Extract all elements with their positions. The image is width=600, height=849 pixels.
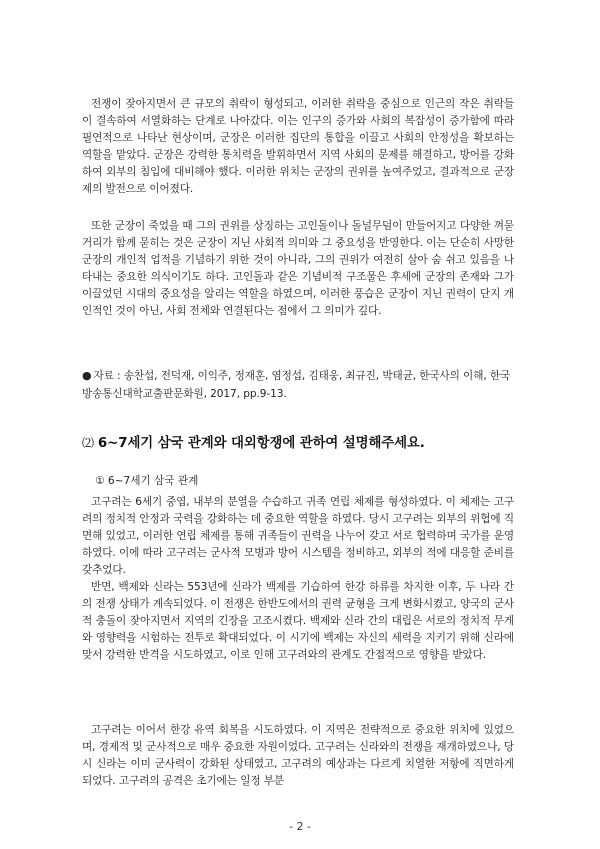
body-paragraph-4: 반면, 백제와 신라는 553년에 신라가 백제를 기습하여 한강 하류를 차지한 이후, 두 나라 간의 전쟁 상태가 계속되었다. 이 전쟁은 한반도에서의 권력 균형을 크게 변화시켰고, 양국의 군사적 충돌이 잦아지면서 지역의 긴장을 고조시켰다. 백제와 신라 간의 대립은 서로의 정치적 무게와 영향력을 시험하는 전투로 확대되었다. 이 시기에 백제는 자신의 세력을 지키기 위해 신라에 맞서 강력한 반격을 시도하였고, 이로 인해 고구려와의 관계도 간접적으로 영향을 받았다. [82, 581, 514, 661]
section-heading [82, 433, 522, 454]
reference-note [82, 367, 514, 403]
bullet-icon: ● [82, 369, 92, 382]
body-paragraph-2: 또한 군장이 죽었을 때 그의 권위를 상징하는 고인돌이나 돌널무덤이 만들어지고 다양한 껴묻거리가 함께 묻히는 것은 군장이 지닌 사회적 의미와 그 중요성을 반영한다. 이는 단순히 사망한 군장의 개인적 업적을 기념하기 위한 것이 아니라, 그의 권위가 여전히 살아 숨 쉬고 있음을 나타내는 중요한 의식이기도 하다. 고인돌과 같은 기념비적 구조물은 후세에 군장의 존재와 그가 이끌었던 시대의 중요성을 알리는 역할을 하였으며, 이러한 풍습은 군장이 지닌 권력이 단지 개인적인 것이 아닌, 사회 전체와 연결된다는 점에서 그 의미가 깊다. [82, 220, 514, 317]
section-title: 6~7세기 삼국 관계와 대외항쟁에 관하여 설명해주세요. [97, 436, 425, 451]
body-paragraph-1: 전쟁이 잦아지면서 큰 규모의 취락이 형성되고, 이러한 취락을 중심으로 인근의 작은 취락들이 결속하여 서열화하는 단계로 나아갔다. 이는 인구의 증가와 사회의 복잡성이 증가함에 따라 필연적으로 나타난 현상이며, 군장은 이러한 집단의 통합을 이끌고 사회의 안정성을 확보하는 역할을 맡았다. 군장은 강력한 통치력을 발휘하면서 지역 사회의 문제를 해결하고, 방어를 강화하여 외부의 침입에 대비해야 했다. 이러한 위치는 군장의 권위를 높여주었고, 결과적으로 군장제의 발전으로 이어졌다. [82, 98, 514, 195]
body-paragraph-5: 고구려는 이어서 한강 유역 회복을 시도하였다. 이 지역은 전략적으로 중요한 위치에 있었으며, 경제적 및 군사적으로 매우 중요한 자원이었다. 고구려는 신라와의 전쟁을 재개하였으나, 당시 신라는 이미 군사력이 강화된 상태였고, 고구려의 예상과는 다르게 치열한 저항에 직면하게 되었다. 고구려의 공격은 초기에는 일정 부분 [82, 724, 514, 787]
page-number: - 2 - [289, 820, 311, 833]
section-number: ⑵ [82, 436, 94, 450]
body-paragraph-3: 고구려는 6세기 중엽, 내부의 분열을 수습하고 귀족 연립 체제를 형성하였다. 이 체제는 고구려의 정치적 안정과 국력을 강화하는 데 중요한 역할을 하였다. 당시 고구려는 외부의 위협에 직면해 있었고, 이러한 연립 체제를 통해 귀족들이 권력을 나누어 갖고 서로 협력하며 국가를 운영하였다. 이에 따라 고구려는 군사적 모병과 방어 시스템을 정비하고, 외부의 적에 대응할 준비를 갖추었다. [82, 496, 514, 576]
reference-text: 자료 : 송찬섭, 전덕재, 이익주, 정재훈, 염정섭, 김태웅, 최규진, 박태균, 한국사의 이해, 한국방송통신대학교출판문화원, 2017, pp.9-13. [82, 370, 511, 400]
subsection-title: ① 6~7세기 삼국 관계 [95, 475, 199, 487]
